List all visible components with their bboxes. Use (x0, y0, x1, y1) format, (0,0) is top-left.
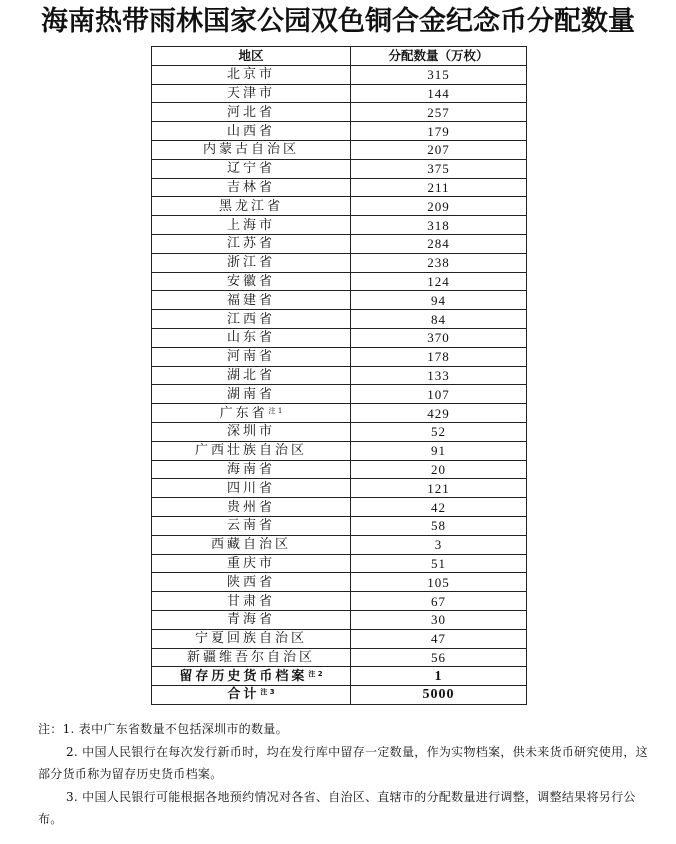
quantity-cell: 284 (351, 234, 527, 253)
region-name: 宁夏回族自治区 (194, 631, 307, 647)
quantity-cell: 211 (351, 178, 527, 197)
region-cell (152, 197, 351, 216)
table-row (152, 65, 527, 84)
region-cell (152, 516, 351, 535)
region-cell (152, 535, 351, 554)
region-name: 山西省 (226, 123, 275, 139)
quantity-cell: 178 (351, 347, 527, 366)
table-row (152, 460, 527, 479)
table-header-row (152, 47, 527, 66)
region-cell (152, 366, 351, 385)
region-name: 安徽省 (226, 273, 275, 289)
quantity-cell: 1 (351, 667, 527, 686)
quantity-cell: 42 (351, 498, 527, 517)
region-cell (152, 441, 351, 460)
region-name: 辽宁省 (226, 161, 275, 177)
table-row (152, 328, 527, 347)
region-cell (152, 234, 351, 253)
region-name: 上海市 (226, 217, 275, 233)
region-cell (152, 328, 351, 347)
table-row (152, 404, 527, 423)
quantity-cell: 67 (351, 592, 527, 611)
table-row (152, 648, 527, 667)
quantity-cell: 91 (351, 441, 527, 460)
region-cell (152, 347, 351, 366)
table-row (152, 385, 527, 404)
region-cell (152, 84, 351, 103)
table-row (152, 573, 527, 592)
region-name: 浙江省 (226, 255, 275, 271)
region-name: 天津市 (226, 85, 275, 101)
region-name: 留存历史货币档案 (179, 668, 308, 684)
footnote-2: 2. 中国人民银行在每次发行新币时，均在发行库中留存一定数量，作为实物档案，供未来货币研究使用，这部分货币称为留存历史货币档案。 (38, 744, 648, 781)
region-name: 湖北省 (226, 367, 275, 383)
quantity-cell: 124 (351, 272, 527, 291)
quantity-cell: 105 (351, 573, 527, 592)
region-name: 黑龙江省 (218, 198, 283, 214)
region-name: 云南省 (226, 518, 275, 534)
page-title: 海南热带雨林国家公园双色铜合金纪念币分配数量 (41, 6, 635, 37)
footnote-1: 注：1. 表中广东省数量不包括深圳市的数量。 (38, 722, 288, 736)
region-cell (152, 554, 351, 573)
region-name: 北京市 (226, 67, 275, 83)
region-cell (152, 140, 351, 159)
header-region: 地区 (152, 47, 351, 66)
region-cell (152, 404, 351, 423)
quantity-cell: 94 (351, 291, 527, 310)
region-name: 河北省 (226, 104, 275, 120)
region-cell (152, 178, 351, 197)
region-cell (152, 573, 351, 592)
region-cell (152, 65, 351, 84)
quantity-cell: 315 (351, 65, 527, 84)
region-cell (152, 122, 351, 141)
allocation-table (151, 46, 527, 705)
region-name: 海南省 (226, 461, 275, 477)
quantity-cell: 429 (351, 404, 527, 423)
quantity-cell: 257 (351, 103, 527, 122)
region-name: 江西省 (226, 311, 275, 327)
quantity-cell: 121 (351, 479, 527, 498)
table-row (152, 498, 527, 517)
table-row (152, 216, 527, 235)
table-row (152, 554, 527, 573)
quantity-cell: 52 (351, 422, 527, 441)
table-row (152, 234, 527, 253)
region-name: 深圳市 (226, 424, 275, 440)
quantity-cell: 56 (351, 648, 527, 667)
region-name: 四川省 (226, 480, 275, 496)
region-cell (152, 629, 351, 648)
table-row (152, 103, 527, 122)
footnote-marker: 注 3 (260, 688, 275, 697)
table-row (152, 310, 527, 329)
quantity-cell: 51 (351, 554, 527, 573)
header-quantity: 分配数量（万枚） (351, 47, 527, 66)
region-cell (152, 667, 351, 686)
quantity-cell: 47 (351, 629, 527, 648)
table-row (152, 516, 527, 535)
quantity-cell: 84 (351, 310, 527, 329)
region-cell (152, 648, 351, 667)
region-cell (152, 610, 351, 629)
region-name: 广西壮族自治区 (194, 443, 307, 459)
table-row (152, 122, 527, 141)
region-name: 广东省 (219, 405, 268, 421)
table-row (152, 441, 527, 460)
table-row (152, 197, 527, 216)
quantity-cell: 30 (351, 610, 527, 629)
region-name: 贵州省 (226, 499, 275, 515)
footnote-marker: 注 1 (268, 406, 283, 415)
table-row (152, 291, 527, 310)
table-row (152, 422, 527, 441)
quantity-cell: 207 (351, 140, 527, 159)
quantity-cell: 318 (351, 216, 527, 235)
footnote-3: 3. 中国人民银行可能根据各地预约情况对各省、自治区、直辖市的分配数量进行调整，调整结果将另行公布。 (38, 789, 636, 826)
table-row (152, 140, 527, 159)
table-row (152, 629, 527, 648)
table-row (152, 84, 527, 103)
table-row (152, 272, 527, 291)
table-row (152, 479, 527, 498)
region-cell (152, 272, 351, 291)
region-name: 吉林省 (226, 179, 275, 195)
quantity-cell: 20 (351, 460, 527, 479)
region-cell (152, 385, 351, 404)
quantity-cell: 58 (351, 516, 527, 535)
table-row (152, 592, 527, 611)
quantity-cell: 107 (351, 385, 527, 404)
quantity-cell: 370 (351, 328, 527, 347)
region-name: 江苏省 (226, 236, 275, 252)
region-name: 福建省 (226, 292, 275, 308)
quantity-cell: 5000 (351, 686, 527, 705)
table-row (152, 159, 527, 178)
table-row (152, 667, 527, 686)
region-cell (152, 498, 351, 517)
table-row (152, 686, 527, 705)
region-name: 河南省 (226, 349, 275, 365)
region-name: 内蒙古自治区 (202, 142, 299, 158)
region-name: 甘肃省 (226, 593, 275, 609)
region-cell (152, 159, 351, 178)
quantity-cell: 238 (351, 253, 527, 272)
table-row (152, 366, 527, 385)
region-name: 合计 (227, 687, 260, 703)
table-row (152, 253, 527, 272)
region-cell (152, 422, 351, 441)
region-cell (152, 310, 351, 329)
table-row (152, 178, 527, 197)
region-name: 山东省 (226, 330, 275, 346)
region-cell (152, 291, 351, 310)
region-name: 重庆市 (226, 555, 275, 571)
quantity-cell: 144 (351, 84, 527, 103)
region-name: 湖南省 (226, 386, 275, 402)
region-name: 新疆维吾尔自治区 (186, 649, 315, 665)
region-cell (152, 479, 351, 498)
quantity-cell: 179 (351, 122, 527, 141)
quantity-cell: 3 (351, 535, 527, 554)
footnotes (38, 718, 650, 831)
quantity-cell: 375 (351, 159, 527, 178)
region-cell (152, 686, 351, 705)
region-name: 陕西省 (226, 574, 275, 590)
table-row (152, 347, 527, 366)
region-cell (152, 216, 351, 235)
quantity-cell: 209 (351, 197, 527, 216)
region-cell (152, 253, 351, 272)
region-name: 青海省 (226, 612, 275, 628)
table-row (152, 535, 527, 554)
region-name: 西藏自治区 (210, 537, 291, 553)
region-cell (152, 460, 351, 479)
region-cell (152, 592, 351, 611)
quantity-cell: 133 (351, 366, 527, 385)
footnote-marker: 注 2 (308, 669, 323, 678)
region-cell (152, 103, 351, 122)
table-row (152, 610, 527, 629)
